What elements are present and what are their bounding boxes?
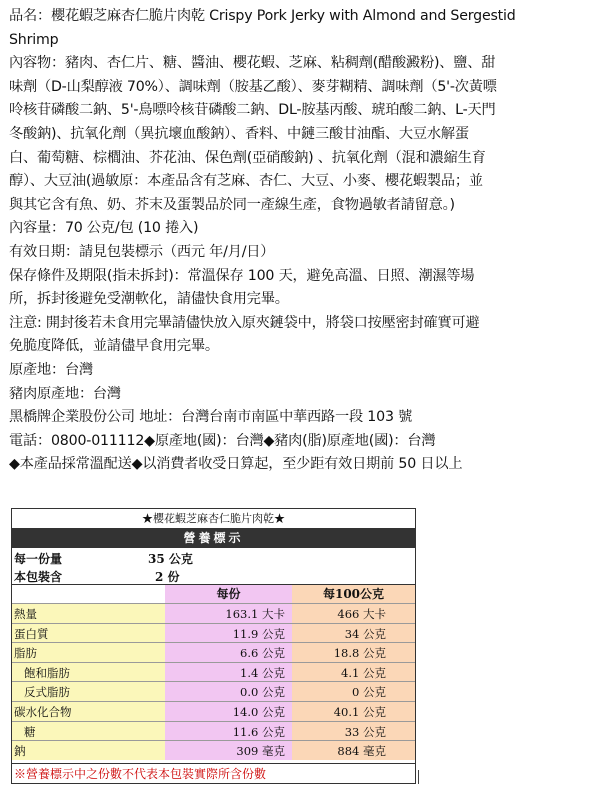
nutrient-per-serving: 14.0 公克 — [232, 705, 285, 719]
nutrient-per-serving: 11.9 公克 — [232, 626, 285, 641]
nutrient-per-serving: 6.6 公克 — [240, 646, 285, 661]
nutrient-name: 熱量 — [14, 607, 37, 621]
nutrient-name: 脂肪 — [14, 646, 37, 661]
nutrient-row — [12, 701, 415, 722]
servings-label: 本包裝含 — [14, 570, 63, 584]
ingredients-line: 內容物：豬肉、杏仁片、糖、醬油、櫻花蝦、芝麻、粘稠劑(醋酸澱粉)、鹽、甜 — [9, 55, 496, 72]
nutrient-per-100g: 34 公克 — [344, 626, 386, 641]
nutrient-per-serving: 11.6 公克 — [232, 724, 285, 739]
net-content-line: 內容量：70 公克/包 (10 捲入) — [9, 220, 199, 237]
nutrient-per-serving: 163.1 大卡 — [225, 607, 285, 621]
nutrient-per-100g: 18.8 公克 — [333, 646, 386, 661]
ingredients-line: 呤核苷磷酸二鈉、5'-鳥嘌呤核苷磷酸二鈉、DL-胺基丙酸、琥珀酸二鈉、L-天門 — [9, 102, 496, 119]
notice-line: 注意: 開封後若未食用完畢請儘快放入原夾鏈袋中，將袋口按壓密封確實可避 — [9, 314, 480, 331]
nutrient-row — [12, 603, 415, 624]
nutrient-name: 糖 — [24, 724, 36, 739]
nutrient-row — [12, 623, 415, 644]
nutrient-name: 鈉 — [14, 744, 26, 759]
ingredients-line: 味劑（D-山梨醇液 70%）、調味劑（胺基乙酸）、麥芽糊精、調味劑（5'-次黃嘌 — [9, 78, 497, 95]
nutrient-per-100g: 466 大卡 — [337, 607, 386, 621]
nutrient-per-serving: 309 毫克 — [236, 744, 285, 759]
serving-size-value: 35 公克 — [148, 552, 193, 566]
nutrient-name: 飽和脂肪 — [24, 665, 70, 680]
nutrition-body — [12, 603, 415, 760]
nutrient-name: 反式脂肪 — [24, 685, 70, 700]
nutrient-name: 碳水化合物 — [14, 705, 72, 719]
nutrition-column-header — [12, 584, 415, 603]
origin-line: 原產地：台灣 — [9, 361, 93, 378]
product-name-line-cont: Shrimp — [9, 31, 59, 48]
per-100g-header: 每100公克 — [292, 585, 415, 603]
nutrition-label — [11, 508, 416, 784]
nutrition-footnote: ※營養標示中之份數不代表本包裝實際所含份數 — [12, 763, 415, 783]
nutrient-row — [12, 740, 415, 761]
delivery-line: ◆本產品採常溫配送◆以消費者收受日算起，至少距有效日期前 50 日以上 — [9, 456, 463, 473]
nutrient-per-100g: 0 公克 — [352, 685, 386, 700]
company-line: 黑橋牌企業股份公司 地址：台灣台南市南區中華西路一段 103 號 — [9, 409, 413, 426]
nutrient-name: 蛋白質 — [14, 626, 49, 641]
ingredients-line: 白、葡萄糖、棕櫚油、芥花油、保色劑(亞硝酸鈉) 、抗氧化劑（混和濃縮生育 — [9, 149, 486, 166]
nutrition-header: 營養標示 — [12, 529, 415, 548]
storage-line: 保存條件及期限(指未拆封)：常溫保存 100 天，避免高溫、日照、潮濕等場 — [9, 267, 475, 284]
ingredients-line: 醇）、大豆油(過敏原：本產品含有芝麻、杏仁、大豆、小麥、櫻花蝦製品；並 — [9, 173, 483, 190]
nutrient-per-100g: 33 公克 — [344, 724, 386, 739]
product-name-line: 品名：櫻花蝦芝麻杏仁脆片肉乾 Crispy Pork Jerky with Almond and Sergestid — [9, 8, 516, 24]
nutrient-per-100g: 40.1 公克 — [333, 705, 386, 719]
text-cursor — [418, 770, 419, 784]
ingredients-line: 冬酸鈉)、抗氧化劑（異抗壞血酸鈉）、香料、中鏈三酸甘油酯、大豆水解蛋 — [9, 125, 469, 142]
product-description — [9, 5, 605, 477]
servings-row — [12, 566, 415, 584]
nutrient-per-serving: 0.0 公克 — [240, 685, 285, 700]
nutrient-row — [12, 681, 415, 702]
serving-size-label: 每一份量 — [14, 552, 63, 566]
per-serving-header: 每份 — [165, 585, 292, 603]
nutrient-row — [12, 721, 415, 742]
nutrient-per-100g: 4.1 公克 — [341, 665, 386, 680]
nutrient-per-serving: 1.4 公克 — [240, 665, 285, 680]
nutrient-row — [12, 642, 415, 663]
expiry-line: 有效日期：請見包裝標示（西元 年/月/日） — [9, 243, 275, 260]
notice-line: 免脆度降低，並請儘早食用完畢。 — [9, 338, 219, 355]
pork-origin-line: 豬肉原產地：台灣 — [9, 385, 121, 402]
ingredients-line: 與其它含有魚、奶、芥末及蛋製品於同一產線生產，食物過敏者請留意。) — [9, 196, 455, 213]
storage-line: 所，拆封後避免受潮軟化，請儘快食用完畢。 — [9, 291, 289, 308]
servings-value: 2 份 — [155, 570, 180, 584]
nutrient-row — [12, 662, 415, 683]
nutrition-product-title: ★櫻花蝦芝麻杏仁脆片肉乾★ — [12, 509, 415, 529]
serving-size-row — [12, 548, 415, 566]
phone-line: 電話：0800-011112◆原產地(國)：台灣◆豬肉(脂)原產地(國)：台灣 — [9, 432, 436, 449]
nutrient-per-100g: 884 毫克 — [337, 744, 386, 759]
